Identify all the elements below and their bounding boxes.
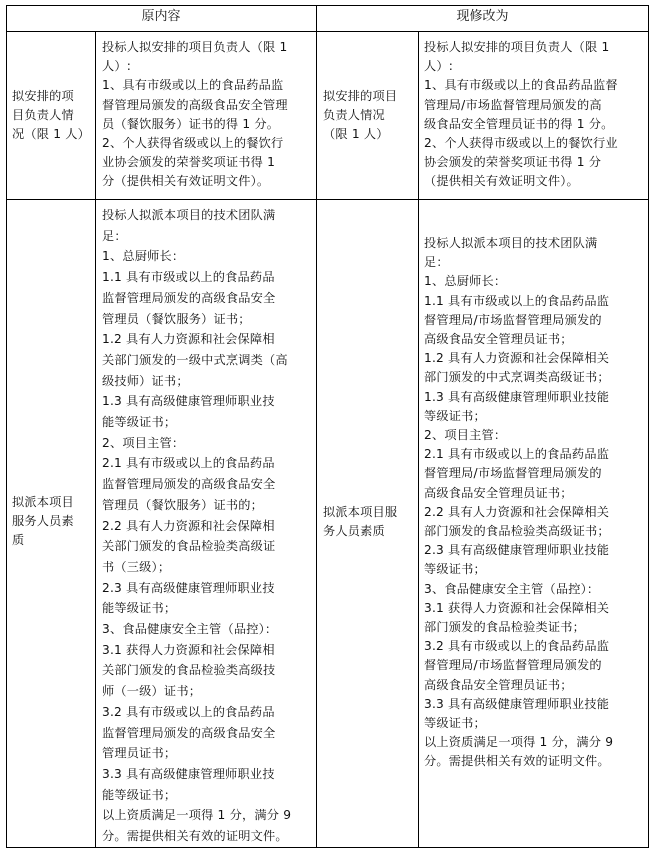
- table-border-header: [6, 31, 649, 32]
- col-divider-original-label: [95, 31, 96, 848]
- row2-original-content: 投标人拟派本项目的技术团队满 足： 1、总厨师长： 1.1 具有市级或以上的食品药品 监督管理局颁发的高级食品安全 管理员（餐饮服务）证书； 1.2 具有人力资源和社会保障相 关部门颁发的一级中式烹调类（高 级技师）证书； 1.3 具有高级健康管理师职业技 能等级证书； 2、项目主管： 2.1 具有市级或以上的食品药品 监督管理局颁发的高级食品安全 管理员（餐饮服务）证书的； 2.2 具有人力资源和社会保障相 关部门颁发的食品检验类高级证 书（三级）； 2.3 具有高级健康管理师职业技 能等级证书； 3、食品健康安全主管（品控）： 3.1 获得人力资源和社会保障相 关部门颁发的食品检验类高级技 师（一级）证书； 3.2 具有市级或以上的食品药品 监督管理局颁发的高级食品安全 管理员证书； 3.3 具有高级健康管理师职业技 能等级证书； 以上资质满足一项得 1 分，满分 9 分。需提供相关有效的证明文件。: [102, 208, 292, 844]
- header-original: 原内容: [141, 9, 181, 24]
- table-border-right: [648, 5, 649, 848]
- header-revised: 现修改为: [456, 9, 509, 24]
- row2-revised-label: 拟派本项目服 务人员素质: [323, 505, 398, 539]
- row1-revised-content: 投标人拟安排的项目负责人（限 1 人）: 1、具有市级或以上的食品药品监督 管理局/市场监督管理局颁发的高 级食品安全管理员证书的得 1 分。 2、个人获得市级或以上的餐饮行业 协会颁发的荣誉奖项证书得 1 分 （提供相关有效证明文件）。: [424, 40, 618, 189]
- col-divider-revised-label: [418, 31, 419, 848]
- row1-original-content: 投标人拟安排的项目负责人（限 1 人）: 1、具有市级或以上的食品药品监 督管理局颁发的高级食品安全管理 员（餐饮服务）证书的得 1 分。 2、个人获得省级或以上的餐饮行 业协会颁发的荣誉奖项证书得 1 分（提供相关有效证明文件）。: [102, 40, 288, 189]
- table-border-row1: [6, 199, 649, 200]
- table-border-left: [6, 5, 7, 848]
- row2-original-label: 拟派本项目 服务人员素 质: [12, 495, 74, 548]
- row1-original-label: 拟安排的项 目负责人情 况（限 1 人）: [12, 89, 91, 142]
- comparison-table: [6, 5, 649, 848]
- table-border-bottom: [6, 847, 649, 848]
- table-border-top: [6, 5, 649, 6]
- row2-revised-content: 投标人拟派本项目的技术团队满 足： 1、总厨师长： 1.1 具有市级或以上的食品药品监 督管理局/市场监督管理局颁发的 高级食品安全管理员证书； 1.2 具有人力资源和社会保障相关 部门颁发的中式烹调类高级证书； 1.3 具有高级健康管理师职业技能 等级证书； 2、项目主管： 2.1 具有市级或以上的食品药品监 督管理局/市场监督管理局颁发的 高级食品安全管理员证书； 2.2 具有人力资源和社会保障相关 部门颁发的食品检验类高级证书； 2.3 具有高级健康管理师职业技能 等级证书； 3、食品健康安全主管（品控）： 3.1 获得人力资源和社会保障相关 部门颁发的食品检验类证书； 3.2 具有市级或以上的食品药品监 督管理局/市场监督管理局颁发的 高级食品安全管理员证书； 3.3 具有高级健康管理师职业技能 等级证书； 以上资质满足一项得 1 分，满分 9 分。需提供相关有效的证明文件。: [424, 236, 614, 769]
- col-divider-middle: [316, 5, 317, 848]
- row1-revised-label: 拟安排的项目 负责人情况 （限 1 人）: [323, 89, 398, 142]
